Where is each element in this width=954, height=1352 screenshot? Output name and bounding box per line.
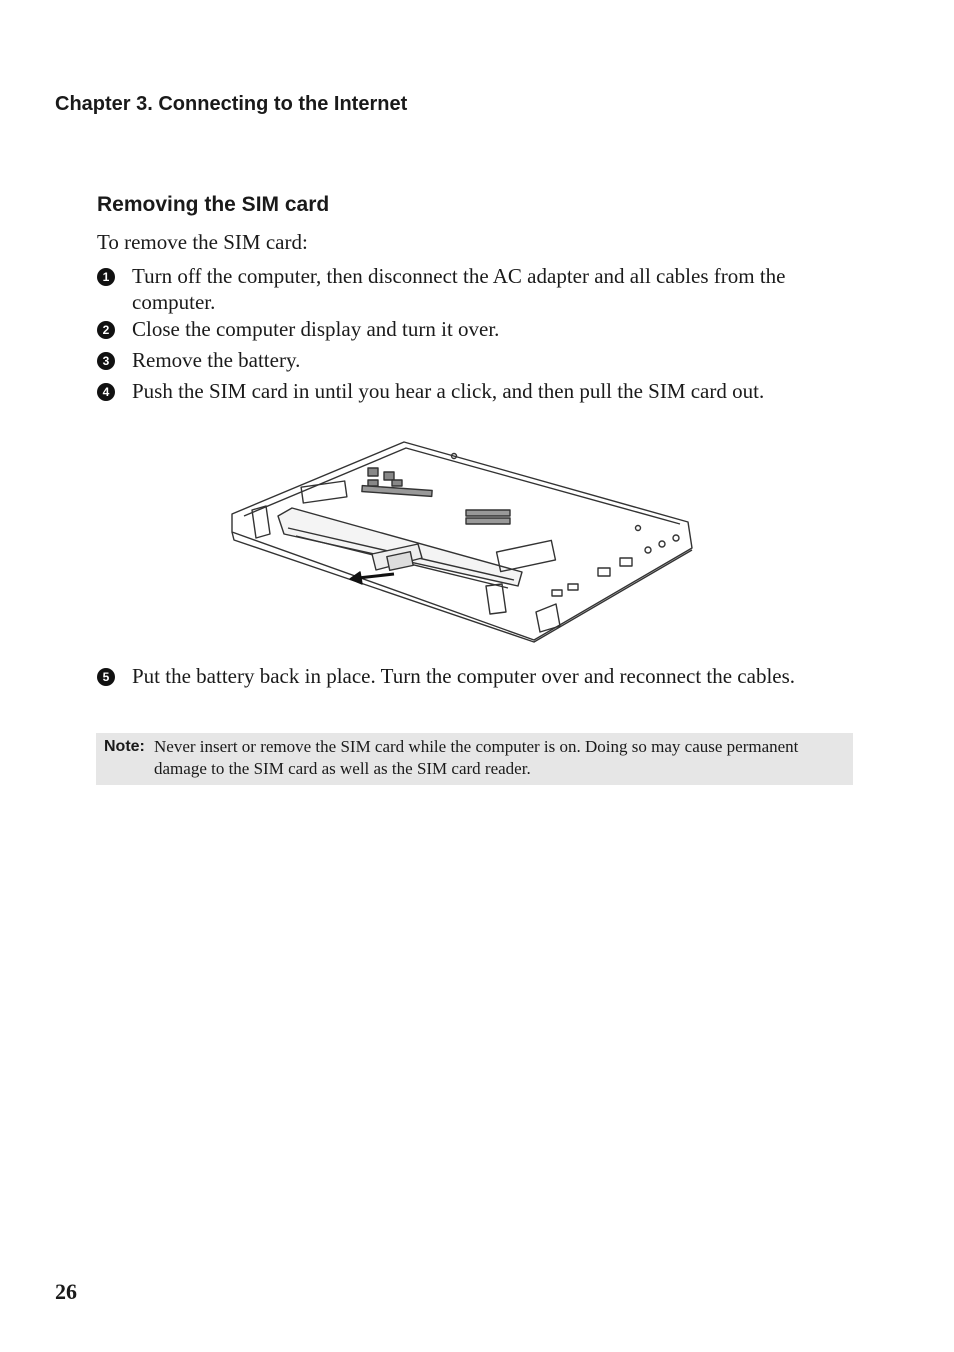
- note-box: [96, 733, 853, 785]
- step-number-badge: 1: [97, 268, 115, 286]
- chapter-header: Chapter 3. Connecting to the Internet: [55, 93, 408, 115]
- page-number: 26: [55, 1279, 77, 1304]
- note-text: Never insert or remove the SIM card while the computer is on. Doing so may cause permanent damage to the SIM card as well as the SIM card reader.: [154, 737, 799, 778]
- step-5: [97, 663, 857, 689]
- section-title: Removing the SIM card: [97, 193, 330, 216]
- note-label: Note:: [104, 738, 145, 755]
- step-text: Remove the battery.: [132, 348, 301, 372]
- step-2: [97, 316, 857, 342]
- step-text: Close the computer display and turn it over.: [132, 317, 500, 341]
- laptop-underside-illustration: [222, 436, 698, 646]
- step-text: Push the SIM card in until you hear a click, and then pull the SIM card out.: [132, 379, 765, 403]
- step-3: [97, 347, 857, 373]
- step-number-badge: 4: [97, 383, 115, 401]
- step-number-badge: 2: [97, 321, 115, 339]
- step-text: Put the battery back in place. Turn the computer over and reconnect the cables.: [132, 664, 796, 688]
- step-number-badge: 3: [97, 352, 115, 370]
- intro-text: To remove the SIM card:: [97, 230, 308, 254]
- step-number-badge: 5: [97, 668, 115, 686]
- step-4: [97, 378, 857, 404]
- step-text: Turn off the computer, then disconnect the AC adapter and all cables from the computer.: [132, 264, 786, 314]
- step-1: [97, 263, 857, 315]
